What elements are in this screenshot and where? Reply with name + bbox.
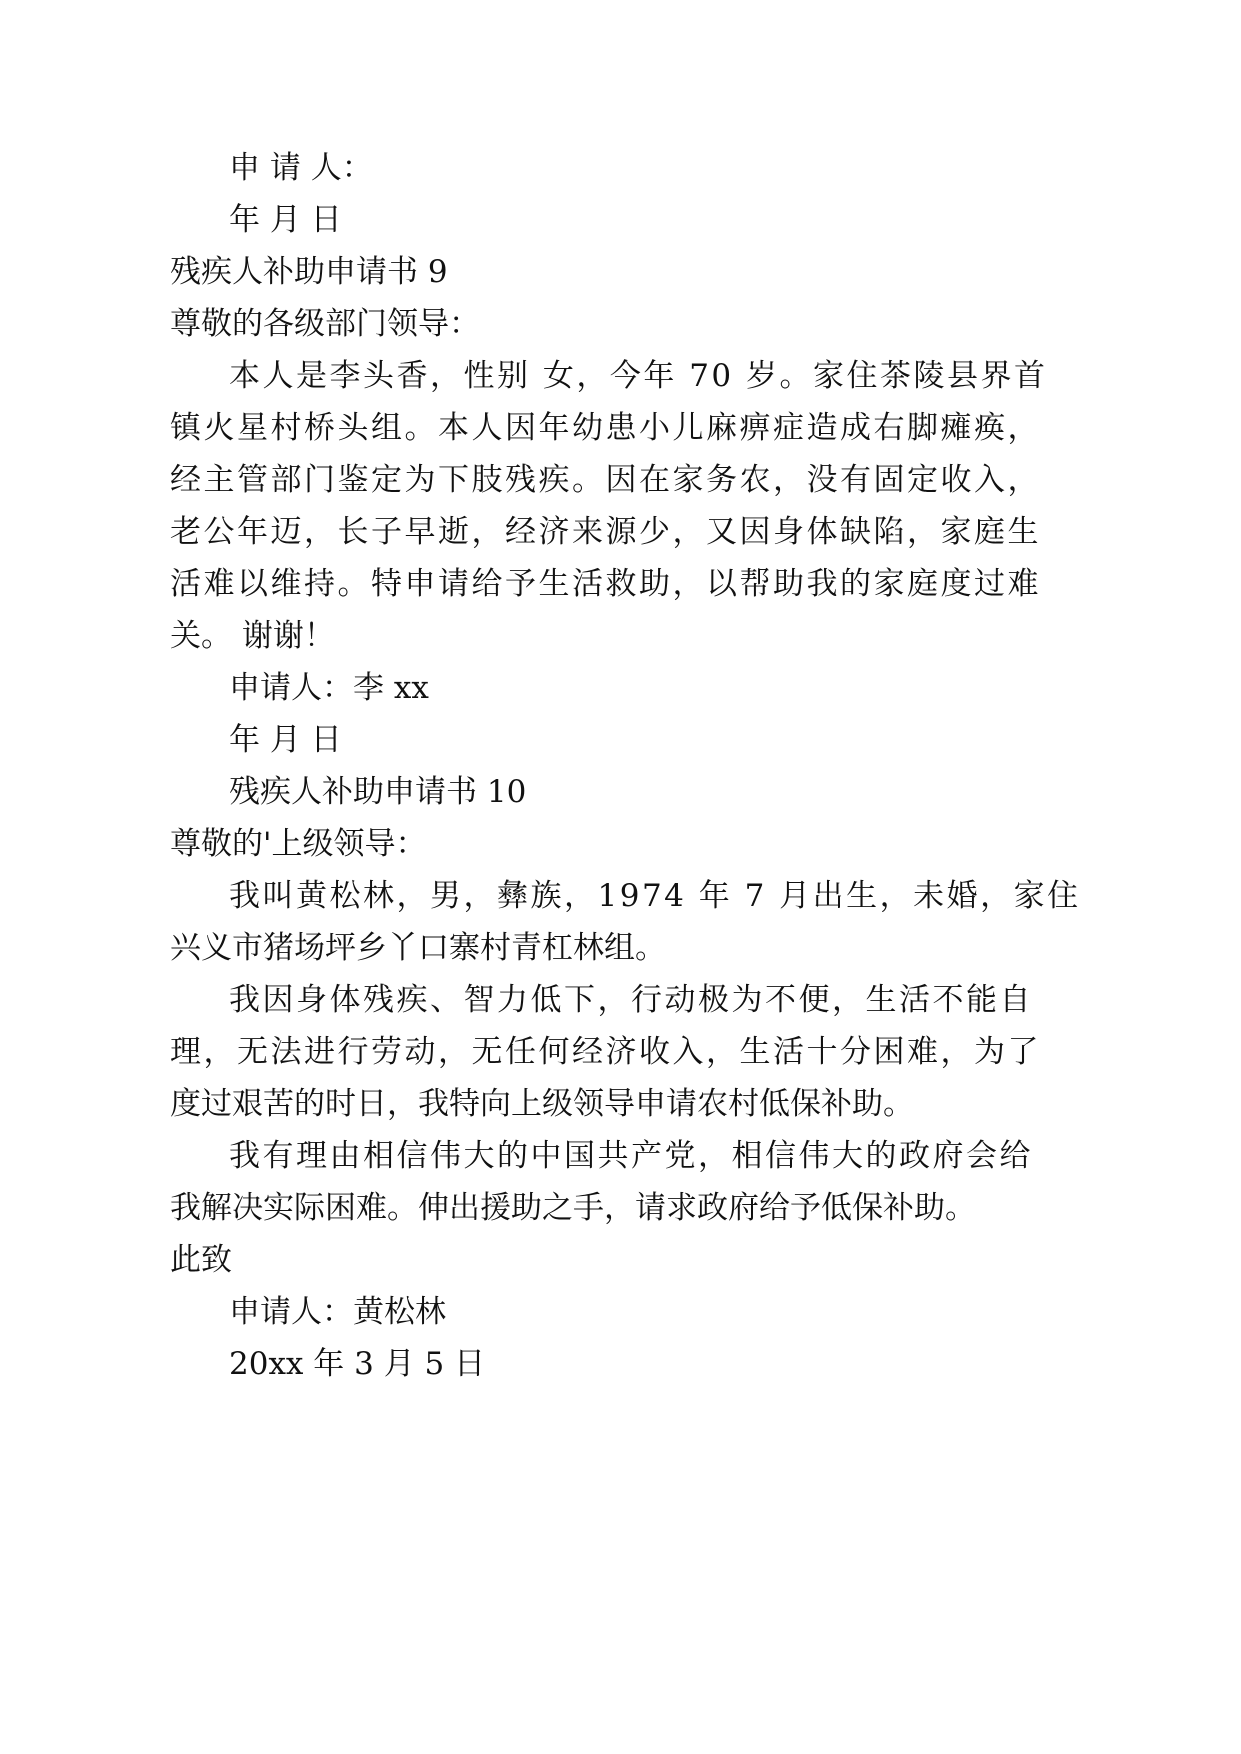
letter10-para3-line: 我解决实际困难。伸出援助之手，请求政府给予低保补助。 [170,1190,976,1226]
letter9-body-line: 镇火星村桥头组。本人因年幼患小儿麻痹症造成右脚瘫痪， [170,410,1041,446]
letter10-para2-line: 我因身体残疾、智力低下，行动极为不便，生活不能自 [229,982,1033,1018]
letter10-para1-line: 兴义市猪场坪乡丫口寨村青杠林组。 [170,930,666,966]
letter10-date: 20xx 年 3 月 5 日 [229,1346,486,1382]
letter10-para1-line: 我叫黄松林，男，彝族，1974 年 7 月出生，未婚，家住 [229,878,1081,914]
letter10-para2-line: 度过艰苦的时日，我特向上级领导申请农村低保补助。 [170,1086,914,1122]
letter10-applicant: 申请人：黄松林 [229,1294,446,1330]
letter9-body-line: 老公年迈，长子早逝，经济来源少，又因身体缺陷，家庭生 [170,514,1041,550]
prev-date-label: 年 月 日 [229,202,342,238]
letter10-para2-line: 理，无法进行劳动，无任何经济收入，生活十分困难，为了 [170,1034,1041,1070]
letter9-body-line: 关。 谢谢！ [170,618,335,654]
letter10-salutation: 尊敬的'上级领导： [170,826,427,862]
letter10-closing: 此致 [170,1242,232,1278]
prev-applicant-label: 申 请 人： [229,150,373,186]
letter9-applicant: 申请人：李 xx [229,670,429,706]
letter10-title: 残疾人补助申请书 10 [229,774,527,810]
letter9-body-line: 活难以维持。特申请给予生活救助，以帮助我的家庭度过难 [170,566,1041,602]
letter9-salutation: 尊敬的各级部门领导： [170,306,480,342]
letter9-title: 残疾人补助申请书 9 [170,254,448,290]
letter9-date: 年 月 日 [229,722,342,758]
letter9-body-line: 经主管部门鉴定为下肢残疾。因在家务农，没有固定收入， [170,462,1041,498]
letter10-para3-line: 我有理由相信伟大的中国共产党，相信伟大的政府会给 [229,1138,1033,1174]
letter9-body-line: 本人是李头香，性别 女，今年 70 岁。家住茶陵县界首 [229,358,1048,394]
